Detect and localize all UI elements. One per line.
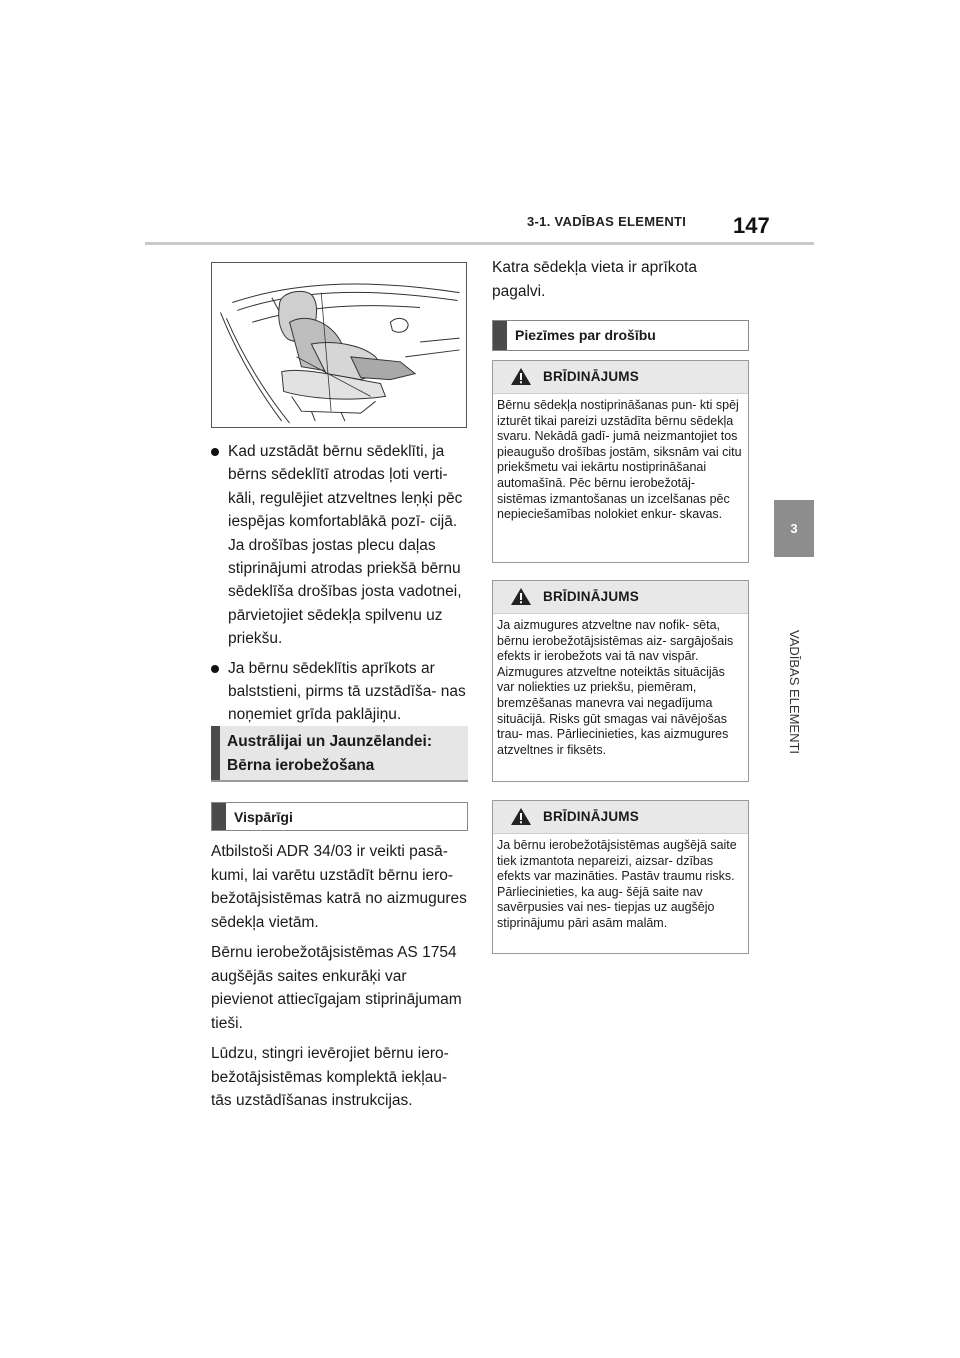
header-divider xyxy=(145,242,814,245)
warning-box xyxy=(492,800,749,954)
warning-text: Bērnu sēdekļa nostiprināšanas pun- kti spēj izturēt tikai pareizi uzstādīta bērnu sēdekļa svaru. Nekādā gadī- jumā neizmantojiet tos pieaugušo drošības jostām, siksnām vai citu priekšmetu vai iekārtu nostiprināšanai automašīnā. Pēc bērnu ierobežotāj- sistēmas izmantošanas un izcelšanas pēc nepieciešamības nolokiet enkur- skavas. xyxy=(497,398,742,522)
list-item xyxy=(211,657,473,727)
warning-triangle-icon xyxy=(510,367,532,386)
subsection-title: Vispārīgi xyxy=(234,809,293,825)
chapter-tab: 3 xyxy=(774,500,814,557)
warning-title: BRĪDINĀJUMS xyxy=(543,589,639,604)
chapter-label: VADĪBAS ELEMENTI xyxy=(787,630,802,755)
bullet-list xyxy=(211,440,473,733)
safety-title: Piezīmes par drošību xyxy=(515,327,656,343)
bullet-icon xyxy=(211,448,219,456)
warning-text: Ja aizmugures atzveltne nav nofik- sēta, bērnu ierobežotājsistēmas aiz- sargājošais efekts ir ierobežots vai tā nav vispār. Aizmugures atzveltne noteiktās situācijās var noliekties uz priekšu, piemēram, bremzēšanas manevra vai negadījuma situācijā. Risks gūt smagas vai nāvējošas trau- mas. Pārliecinieties, kas aizmugures atzveltnes ir fiksēts. xyxy=(497,618,734,757)
subsection-heading xyxy=(211,802,468,831)
running-header: 3-1. VADĪBAS ELEMENTI xyxy=(527,214,687,229)
intro-paragraph: Katra sēdekļa vieta ir aprīkota pagalvi. xyxy=(492,259,698,300)
warning-text: Ja bērnu ierobežotājsistēmas augšējā saite tiek izmantota nepareizi, aizsar- dzības efekts var mazināties. Pastāv traumu risks. Pārliecinieties, ka aug- šējā saite nav savērpusies vai nes- tiepjas uz augšējo stiprinājumu pāri asām malām. xyxy=(497,838,737,930)
child-seat-illustration xyxy=(211,262,467,428)
warning-header xyxy=(493,801,748,834)
warning-box xyxy=(492,360,749,563)
warning-header xyxy=(493,361,748,394)
bullet-text: Kad uzstādāt bērnu sēdeklīti, ja bērns sēdeklītī atrodas ļoti verti- kāli, regulējiet atzveltnes leņķi pēc iespējas komfortablākā pozī- cijā. Ja drošības jostas plecu daļas stiprinājumi atrodas priekšā bērnu sēdeklīša drošības josta vadotnei, pārvietojiet sēdekļa spilvenu uz priekšu. xyxy=(228,443,463,648)
bullet-text: Ja bērnu sēdeklītis aprīkots ar balststieni, pirms tā uzstādīša- nas noņemiet grīda paklājiņu. xyxy=(228,659,466,724)
heading-bar xyxy=(211,726,220,780)
warning-box xyxy=(492,580,749,782)
list-item xyxy=(211,440,473,651)
page-number: 147 xyxy=(733,213,770,238)
warning-header xyxy=(493,581,748,614)
paragraph: Bērnu ierobežotājsistēmas AS 1754 augšējās saites enkurāķi var pievienot attiecīgajam stiprinājumam tieši. xyxy=(211,944,462,1032)
bullet-icon xyxy=(211,665,219,673)
body-text xyxy=(211,840,469,1120)
warning-title: BRĪDINĀJUMS xyxy=(543,809,639,824)
warning-triangle-icon xyxy=(510,587,532,606)
heading-bar xyxy=(493,321,507,350)
warning-title: BRĪDINĀJUMS xyxy=(543,369,639,384)
heading-bar xyxy=(212,803,226,830)
warning-triangle-icon xyxy=(510,807,532,826)
section-title: Austrālijai un Jaunzēlandei: Bērna ierobežošana xyxy=(227,733,432,774)
section-heading xyxy=(211,726,468,782)
safety-heading xyxy=(492,320,749,351)
paragraph: Atbilstoši ADR 34/03 ir veikti pasā- kumi, lai varētu uzstādīt bērnu iero- bežotājsistēmas katrā no aizmugures sēdekļa vietām. xyxy=(211,843,467,931)
paragraph: Lūdzu, stingri ievērojiet bērnu iero- bežotājsistēmas komplektā iekļau- tās uzstādīšanas instrukcijas. xyxy=(211,1045,449,1109)
child-seat-drawing xyxy=(212,263,466,427)
